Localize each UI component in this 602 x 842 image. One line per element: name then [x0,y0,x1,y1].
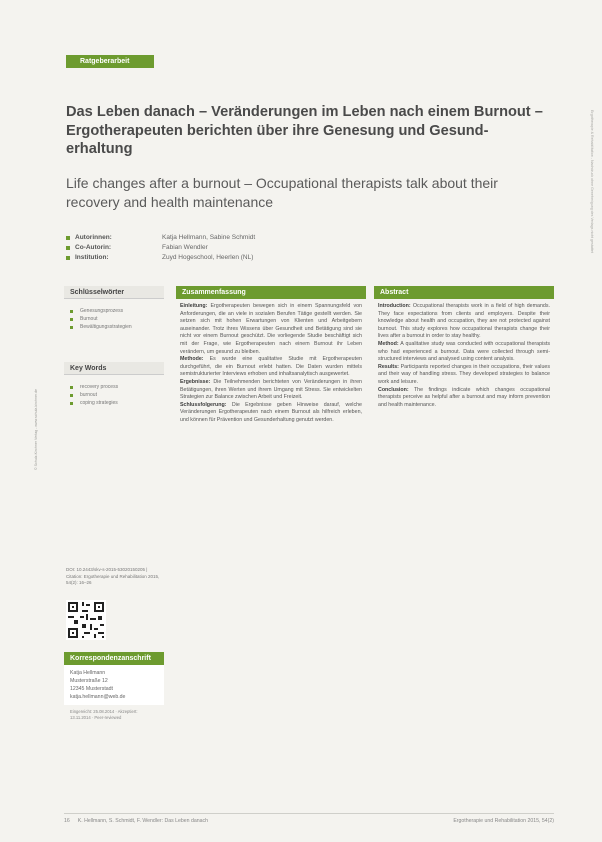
qr-code[interactable] [66,600,106,640]
keywords-german-box [64,286,164,337]
abstract-paragraph [180,303,362,356]
citation-text: DOI: 10.2443/skv-s-2015-53020150205 | Citation: Ergotherapie und Rehabilitation 2015, 54(2): 16–26 [66,567,160,585]
coauthor-row [66,243,486,253]
keyword-item: recovery process [70,383,164,391]
address-line: Musterstraße 12 [70,678,108,684]
abstract-paragraph [378,303,550,341]
keyword-item: coping strategies [70,399,164,407]
title-german: Das Leben danach – Veränderungen im Leben nach einem Burnout – Ergotherapeuten berichten über ihre Genesung und Gesunderhaltung [66,104,543,157]
abstract-paragraph [180,379,362,402]
footer-left [64,818,208,824]
abstract-label: Conclusion: [378,386,409,393]
author-value: Katja Hellmann, Sabine Schmidt [162,234,256,241]
abstract-text: Die Ergebnisse geben Hinweise darauf, welche Veränderungen Ergotherapeuten nach einem Burnout als hilfreich erleben, und können für Prävention und Gesunderhaltung genutzt werden. [180,401,362,423]
address-line: Katja Hellmann [70,670,106,676]
side-copyright-right-text: Ergotherapie & Rehabilitation - Nachdruck ohne Genehmigung des Verlags nicht gestattet [590,110,594,253]
institution-row [66,253,486,263]
abstract-paragraph [378,364,550,387]
qr-code-icon [66,600,106,640]
email-link[interactable]: katja.hellmann@web.de [70,694,126,700]
abstract-text: Die Teilnehmenden berichteten von Veränderungen in ihren Betätigungen, ihren Werten und ihrem Umgang mit Stress. Sie entwickelten Strategien zur Balance zwischen Arbeit und Freizeit. [180,378,362,401]
abstract-english [374,286,554,413]
keyword-item: Burnout [70,315,164,323]
section-tag: Ratgeberarbeit [66,55,154,68]
correspondence-address [64,665,164,705]
side-copyright-left-text: © Schulz-Kirchner Verlag - www.schulz-kirchner.de [34,389,38,470]
keywords-english-heading: Key Words [64,362,164,375]
keywords-german-list [64,299,164,337]
correspondence-box [64,652,164,725]
abstract-english-heading: Abstract [374,286,554,299]
abstract-text: The findings indicate which changes occupational therapists perceive as helpful after a burnout and may inform prevention and health maintenance. [378,386,550,408]
abstract-german [176,286,366,429]
keywords-english-box [64,362,164,413]
submission-meta: Eingereicht: 25.08.2014 · Akzeptiert: 13.11.2014 · Peer-reviewed [70,709,138,720]
abstract-paragraph [180,402,362,425]
abstract-text: Occupational therapists work in a field of high demands. They face expectations from clients and employers. Despite their knowledge about health and occupation, they are not protected against burnout. This study explores how occupational therapists change their lives after a burnout in order to stay healthy. [378,303,550,340]
title-english: Life changes after a burnout – Occupational therapists talk about their recovery and health maintenance [66,175,498,210]
page-footer [64,818,554,824]
footer-divider [64,813,554,814]
correspondence-heading: Korrespondenzanschrift [64,652,164,665]
institution-value: Zuyd Hogeschool, Heerlen (NL) [162,254,254,261]
abstract-paragraph [378,341,550,364]
author-row [66,233,486,243]
abstract-german-heading: Zusammenfassung [176,286,366,299]
abstract-english-body [374,299,554,413]
keyword-item: burnout [70,391,164,399]
abstract-german-body [176,299,366,429]
coauthor-label: Co-Autorin: [66,243,162,253]
keywords-german-heading: Schlüsselwörter [64,286,164,299]
keyword-item: Genesungsprozess [70,307,164,315]
abstract-label: Method: [378,340,399,347]
keyword-item: Bewältigungsstrategien [70,323,164,331]
institution-label: Institution: [66,253,162,263]
abstract-text: Participants reported changes in their occupations, their values and their way of handling stress. They developed strategies to balance work and leisure. [378,363,550,385]
abstract-paragraph [180,356,362,379]
abstract-text: Ergotherapeuten bewegen sich in einem Spannungsfeld von Anforderungen, die an viele in sozialen Berufen Tätige gestellt werden. Sie setzen sich mit hohen Erwartungen von Klienten und Arbeitgebern auseinander. Trotz ihres Wissens über Gesundheit und Betätigung sind sie nicht vor einem Burnout geschützt. Die vorliegende Studie beschäftigt sich mit der Frage, wie Ergotherapeuten nach einem Burnout ihr Leben verändern, um gesund zu bleiben. [180,303,362,355]
abstract-label: Introduction: [378,303,411,309]
author-info [66,233,486,263]
abstract-label: Schlussfolgerung: [180,401,227,408]
coauthor-value: Fabian Wendler [162,244,208,251]
author-label: Autorinnen: [66,233,162,243]
abstract-label: Ergebnisse: [180,378,211,385]
abstract-text: A qualitative study was conducted with occupational therapists who had experienced a burnout. Data were collected through semi-structured interviews and analysed using content analysis. [378,340,550,363]
keywords-english-list [64,375,164,413]
page-number: 16 [64,818,70,824]
abstract-text: Es wurde eine qualitative Studie mit Ergotherapeuten durchgeführt, die ein Burnout erlebt hatten. Die Daten wurden mittels semistrukturierter Interviews erhoben und inhaltsanalytisch ausgewertet. [180,356,362,378]
address-line: 12345 Musterstadt [70,686,113,692]
footer-authors: K. Hellmann, S. Schmidt, F. Wendler: Das Leben danach [77,818,209,824]
footer-journal: Ergotherapie und Rehabilitation 2015, 54(2) [453,818,554,824]
abstract-label: Results: [378,363,399,370]
abstract-label: Einleitung: [180,303,208,309]
abstract-label: Methode: [180,356,204,363]
abstract-paragraph [378,387,550,410]
